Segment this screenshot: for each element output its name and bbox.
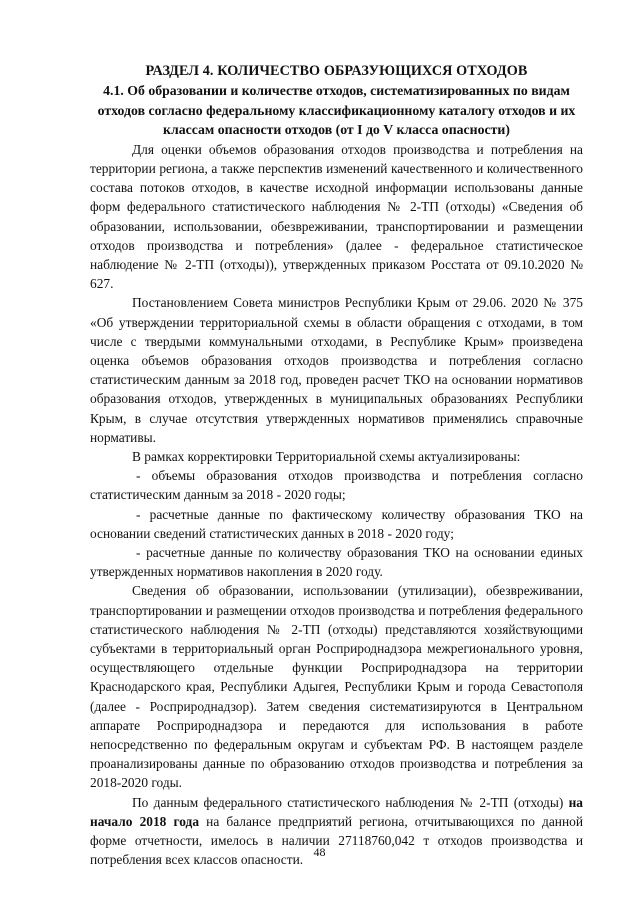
paragraph-5-end: на балансе предприятий региона, отчитывающихся по данной форме отчетности, имелось в наличии 27118760,042 т отходов производства и потребления всех классов опасности. bbox=[90, 813, 583, 868]
list-item-3: - расчетные данные по количеству образования ТКО на основании единых утвержденных нормативов накопления в 2020 году. bbox=[90, 545, 583, 580]
subsection-title: 4.1. Об образовании и количестве отходов, систематизированных по видам отходов согласно федеральному классификационному каталогу отходов и их классам опасности отходов (от I до V класса опасности) bbox=[97, 83, 576, 138]
list-item-1: - объемы образования отходов производства и потребления согласно статистическим данным за 2018 - 2020 годы; bbox=[90, 468, 583, 503]
paragraph-4: Сведения об образовании, использовании (утилизации), обезвреживании, транспортировании и размещении отходов производства и потребления федерального статистического наблюдения № 2-ТП (отходы) представляются хозяйствующими субъектами в территориальный орган Росприроднадзора межрегионального уровня, осуществляющего отдельные функции Росприроднадзора на территории Краснодарского края, Республики Адыгея, Республики Крым и города Севастополя (далее - Росприроднадзор). Затем сведения систематизируются в Центральном аппарате Росприроднадзора и передаются для использования в работе непосредственно по федеральным округам и субъектам РФ. В настоящем разделе проанализированы данные по образованию отходов производства и потребления за 2018-2020 годы. bbox=[90, 583, 583, 791]
page-content bbox=[90, 61, 583, 870]
paragraph-1: Для оценки объемов образования отходов производства и потребления на территории региона, а также перспектив изменений качественного и количественного состава потоков отходов, в качестве исходной информации использованы данные форм федерального статистического наблюдения № 2-ТП (отходы) «Сведения об образовании, использовании, обезвреживании, транспортировании и размещении отходов производства и потребления» (далее - федеральное статистическое наблюдение № 2-ТП (отходы)), утвержденных приказом Росстата от 09.10.2020 № 627. bbox=[90, 141, 583, 292]
page-number: 48 bbox=[313, 845, 326, 859]
paragraph-5-bold: на начало 2018 года bbox=[90, 794, 583, 829]
section-title: РАЗДЕЛ 4. КОЛИЧЕСТВО ОБРАЗУЮЩИХСЯ ОТХОДОВ bbox=[145, 63, 528, 79]
list-item-2: - расчетные данные по фактическому количеству образования ТКО на основании сведений статистических данных в 2018 - 2020 году; bbox=[90, 506, 583, 541]
paragraph-2: Постановлением Совета министров Республики Крым от 29.06. 2020 № 375 «Об утверждении территориальной схемы в области обращения с отходами, в том числе с твердыми коммунальными отходами, в Республике Крым» произведена оценка объемов образования отходов производства и потребления согласно статистическим данным за 2018 год, проведен расчет ТКО на основании нормативов образования отходов, утвержденных в муниципальных образованиях Республики Крым, в случае отсутствия утвержденных нормативов применялись справочные нормативы. bbox=[90, 295, 583, 445]
paragraph-3: В рамках корректировки Территориальной схемы актуализированы: bbox=[132, 449, 521, 465]
paragraph-5-start: По данным федерального статистического наблюдения № 2-ТП (отходы) bbox=[132, 794, 569, 810]
